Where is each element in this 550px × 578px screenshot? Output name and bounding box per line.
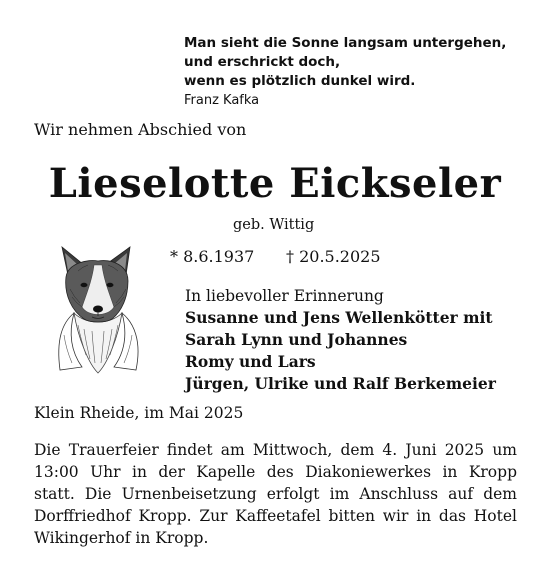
funeral-line: Dorffriedhof Kropp. Zur Kaffeetafel bitten wir in das Hotel bbox=[34, 507, 517, 525]
quote-author: Franz Kafka bbox=[184, 93, 260, 108]
mourner-name: Romy und Lars bbox=[185, 352, 316, 371]
funeral-line: Die Trauerfeier findet am Mittwoch, dem 4. Juni 2025 um bbox=[34, 441, 517, 459]
maiden-name: geb. Wittig bbox=[233, 217, 315, 233]
mourner-name: Sarah Lynn und Johannes bbox=[185, 330, 408, 349]
quote-line: wenn es plötzlich dunkel wird. bbox=[184, 73, 416, 89]
funeral-info bbox=[34, 439, 517, 549]
place-date: Klein Rheide, im Mai 2025 bbox=[34, 404, 244, 422]
mourners-block bbox=[185, 285, 496, 395]
mourners-heading: In liebevoller Erinnerung bbox=[185, 287, 384, 305]
intro-text: Wir nehmen Abschied von bbox=[34, 120, 247, 139]
death-date: † 20.5.2025 bbox=[286, 247, 381, 266]
mourner-name: Susanne und Jens Wellenkötter mit bbox=[185, 308, 493, 327]
funeral-line: Wikingerhof in Kropp. bbox=[34, 529, 209, 547]
mourner-name: Jürgen, Ulrike und Ralf Berkemeier bbox=[185, 374, 496, 393]
quote-line: und erschrickt doch, bbox=[184, 54, 341, 70]
collie-dog-icon bbox=[48, 245, 148, 375]
birth-date: * 8.6.1937 bbox=[170, 247, 255, 266]
funeral-line: 13:00 Uhr in der Kapelle des Diakoniewerkes in Kropp bbox=[34, 463, 517, 481]
quote-block bbox=[184, 34, 506, 110]
quote-line: Man sieht die Sonne langsam untergehen, bbox=[184, 35, 507, 51]
deceased-name: Lieselotte Eickseler bbox=[48, 160, 502, 207]
funeral-line: statt. Die Urnenbeisetzung erfolgt im Anschluss auf dem bbox=[34, 485, 517, 503]
